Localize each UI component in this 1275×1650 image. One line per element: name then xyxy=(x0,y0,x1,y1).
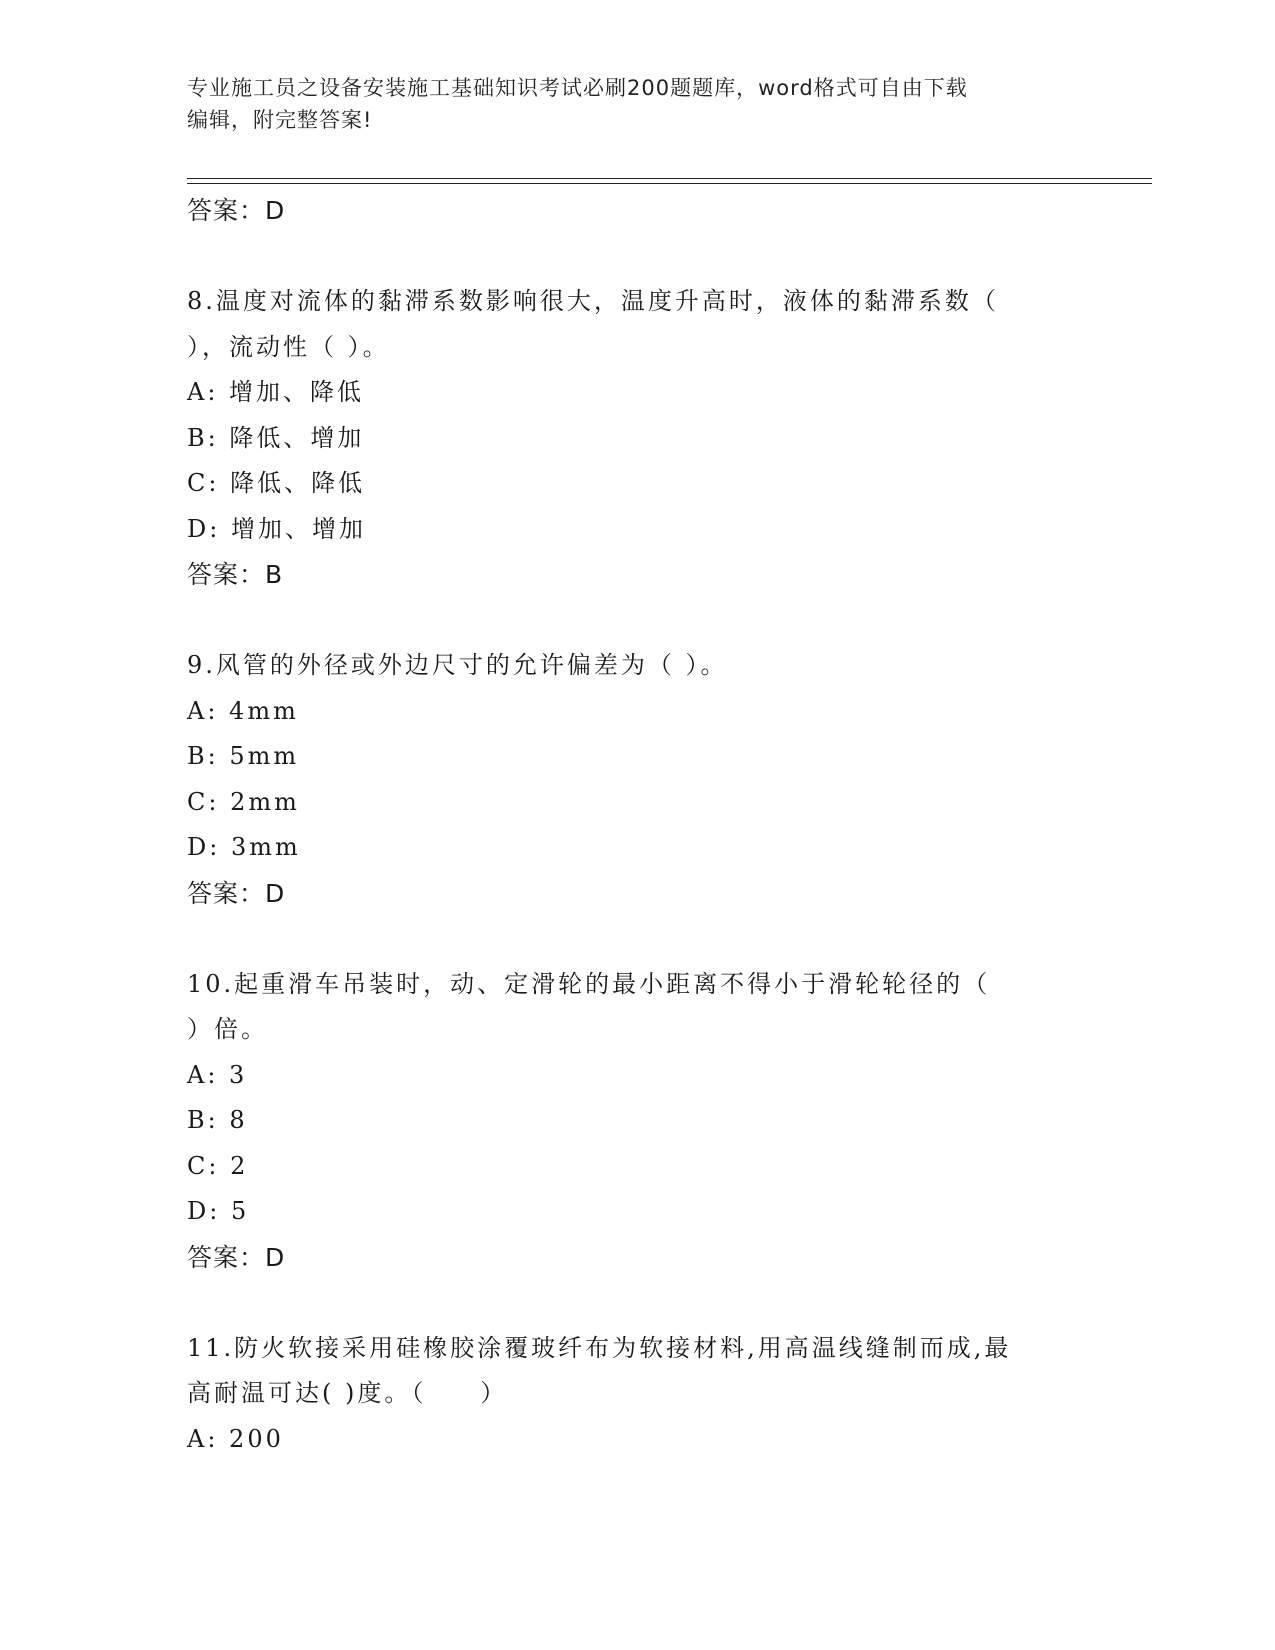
question-stem: 9.风管的外径或外边尺寸的允许偏差为（ ）。 xyxy=(187,651,728,679)
answer-label: 答案：D xyxy=(187,878,286,908)
option-b: B: 5mm xyxy=(187,742,300,770)
question-block xyxy=(187,962,1087,1281)
question-block xyxy=(187,279,1087,598)
question-stem: 11.防火软接采用硅橡胶涂覆玻纤布为软接材料,用高温线缝制而成,最 xyxy=(187,1333,1012,1362)
option-c: C: 降低、降低 xyxy=(187,469,366,497)
option-a: A: 增加、降低 xyxy=(187,378,365,406)
answer-label: 答案：D xyxy=(187,196,286,225)
header-divider-bottom xyxy=(187,183,1152,184)
question-stem: ）倍。 xyxy=(187,1015,268,1043)
option-a: A: 3 xyxy=(187,1060,248,1089)
option-a: A: 4mm xyxy=(187,696,299,725)
answer-label: 答案：B xyxy=(187,560,284,589)
option-b: B: 8 xyxy=(187,1106,248,1134)
option-c: C: 2mm xyxy=(187,787,300,816)
option-d: D: 5 xyxy=(187,1197,250,1225)
option-d: D: 3mm xyxy=(187,833,301,861)
question-block xyxy=(187,643,1087,916)
header-title-line-2: 编辑，附完整答案! xyxy=(187,108,373,132)
answer-label: 答案：D xyxy=(187,1242,286,1272)
option-b: B: 降低、增加 xyxy=(187,423,365,452)
header-divider-top xyxy=(187,178,1152,179)
question-stem: 10.起重滑车吊装时，动、定滑轮的最小距离不得小于滑轮轮径的（ xyxy=(187,969,991,998)
question-stem: ），流动性（ ）。 xyxy=(187,332,390,361)
question-block xyxy=(187,1326,1087,1463)
header-title-line-1: 专业施工员之设备安装施工基础知识考试必刷200题题库，word格式可自由下载 xyxy=(187,76,968,100)
option-a: A: 200 xyxy=(187,1424,284,1453)
option-d: D: 增加、增加 xyxy=(187,514,366,543)
option-c: C: 2 xyxy=(187,1151,249,1180)
document-body xyxy=(187,188,1087,1462)
question-stem: 高耐温可达( )度。（ ） xyxy=(187,1379,508,1407)
document-header xyxy=(187,72,1067,136)
question-stem: 8.温度对流体的黏滞系数影响很大，温度升高时，液体的黏滞系数（ xyxy=(187,287,999,315)
